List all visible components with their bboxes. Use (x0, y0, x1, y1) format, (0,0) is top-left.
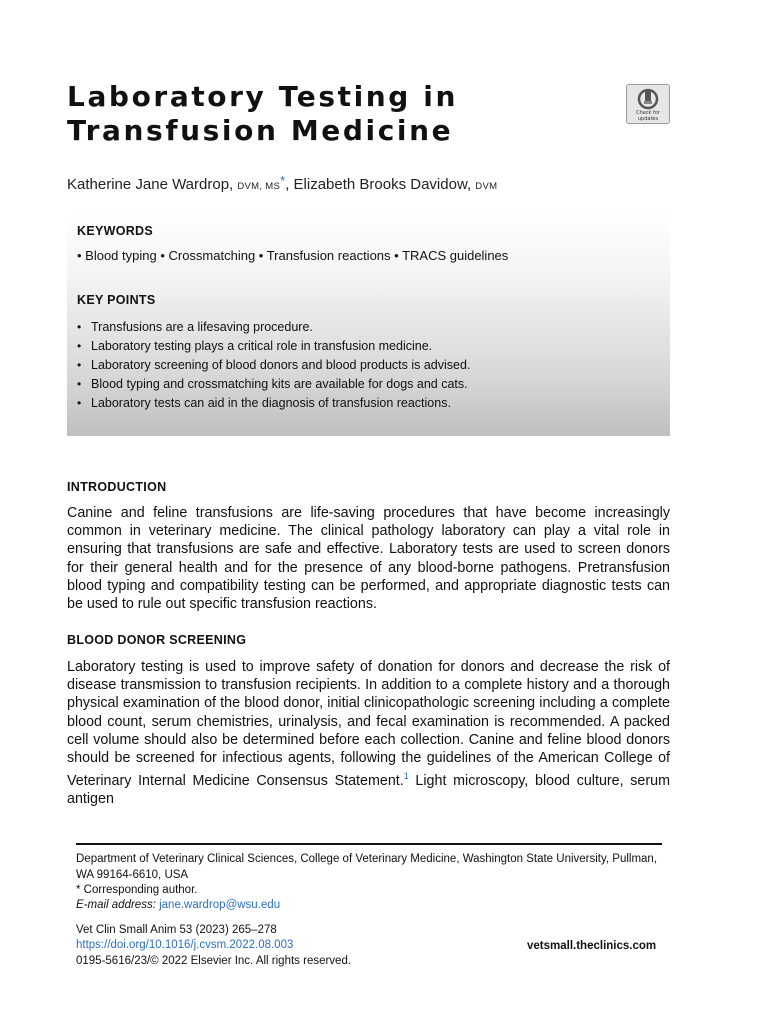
reference-1-link[interactable]: 1 (403, 771, 409, 782)
key-point-item: • Laboratory screening of blood donors and blood products is advised. (77, 356, 470, 375)
key-points-heading: KEY POINTS (77, 293, 156, 307)
key-point-item: • Transfusions are a lifesaving procedure. (77, 318, 470, 337)
corresponding-author-note: * Corresponding author. (76, 884, 198, 896)
key-points-list (77, 318, 470, 413)
key-point-item: • Laboratory testing plays a critical role in transfusion medicine. (77, 337, 470, 356)
author-2-degrees: DVM (475, 181, 498, 192)
author-1-name: Katherine Jane Wardrop, (67, 176, 234, 193)
key-point-item: • Blood typing and crossmatching kits are available for dogs and cats. (77, 375, 470, 394)
doi-link[interactable]: https://doi.org/10.1016/j.cvsm.2022.08.003 (76, 939, 294, 951)
author-1-degrees: DVM, MS (237, 181, 281, 192)
donor-text-part-1: Laboratory testing is used to improve safety of donation for donors and decrease the risk of disease transmission to transfusion recipients. In addition to a complete history and a thorough physical examination of the blood donor, initial clinicopathologic screening including a complete blood count, serum chemistries, urinalysis, and fecal examination is recommended. A packed cell volume should also be determined before each collection. Canine and feline blood donors should be screened for infectious agents, following the guidelines of the American College of Veterinary Internal Medicine Consensus Statement. (67, 659, 670, 789)
keywords-list: • Blood typing • Crossmatching • Transfusion reactions • TRACS guidelines (77, 248, 509, 263)
corresponding-author-mark[interactable]: * (280, 173, 286, 188)
badge-text-1: Check for (636, 110, 660, 116)
key-point-item: • Laboratory tests can aid in the diagnosis of transfusion reactions. (77, 394, 470, 413)
title-line-1: Laboratory Testing in (67, 80, 459, 113)
check-for-updates-badge[interactable] (626, 84, 670, 124)
email-link[interactable]: jane.wardrop@wsu.edu (159, 899, 281, 911)
introduction-paragraph: Canine and feline transfusions are life-saving procedures that have become increasingly common in veterinary medicine. The clinical pathology laboratory can play a vital role in ensuring that transfusions are safe and effective. Laboratory tests are used to screen donors for their general health and for the presence of any blood-borne pathogens. Pretransfusion blood typing and compatibility testing can be performed, and appropriate diagnostic tests can be used to rule out specific transfusion reactions. (67, 505, 670, 613)
email-line (76, 898, 676, 914)
article-title (67, 80, 458, 148)
journal-website-link[interactable]: vetsmall.theclinics.com (527, 940, 657, 952)
keywords-heading: KEYWORDS (77, 224, 154, 238)
blood-donor-screening-heading: BLOOD DONOR SCREENING (67, 633, 247, 647)
author-separator: , (285, 176, 290, 193)
email-label: E-mail address: (76, 899, 156, 911)
title-line-2: Transfusion Medicine (67, 114, 454, 147)
journal-citation: Vet Clin Small Anim 53 (2023) 265–278 (76, 924, 277, 936)
author-list (67, 173, 497, 193)
blood-donor-screening-paragraph (67, 658, 670, 808)
copyright-line: 0195-5616/23/© 2022 Elsevier Inc. All rights reserved. (76, 955, 352, 967)
introduction-heading: INTRODUCTION (67, 480, 167, 494)
author-2-name: Elizabeth Brooks Davidow, (293, 176, 472, 193)
keywords-box (67, 212, 670, 436)
author-affiliation: Department of Veterinary Clinical Sciences, College of Veterinary Medicine, Washington State University, Pullman, WA 99164-6610, USA (76, 853, 658, 881)
donor-text-part-2: Light microscopy, blood culture, serum antigen (67, 772, 670, 808)
badge-text-2: updates (637, 116, 659, 122)
check-for-updates-icon (637, 88, 659, 110)
footer-divider (76, 843, 662, 845)
